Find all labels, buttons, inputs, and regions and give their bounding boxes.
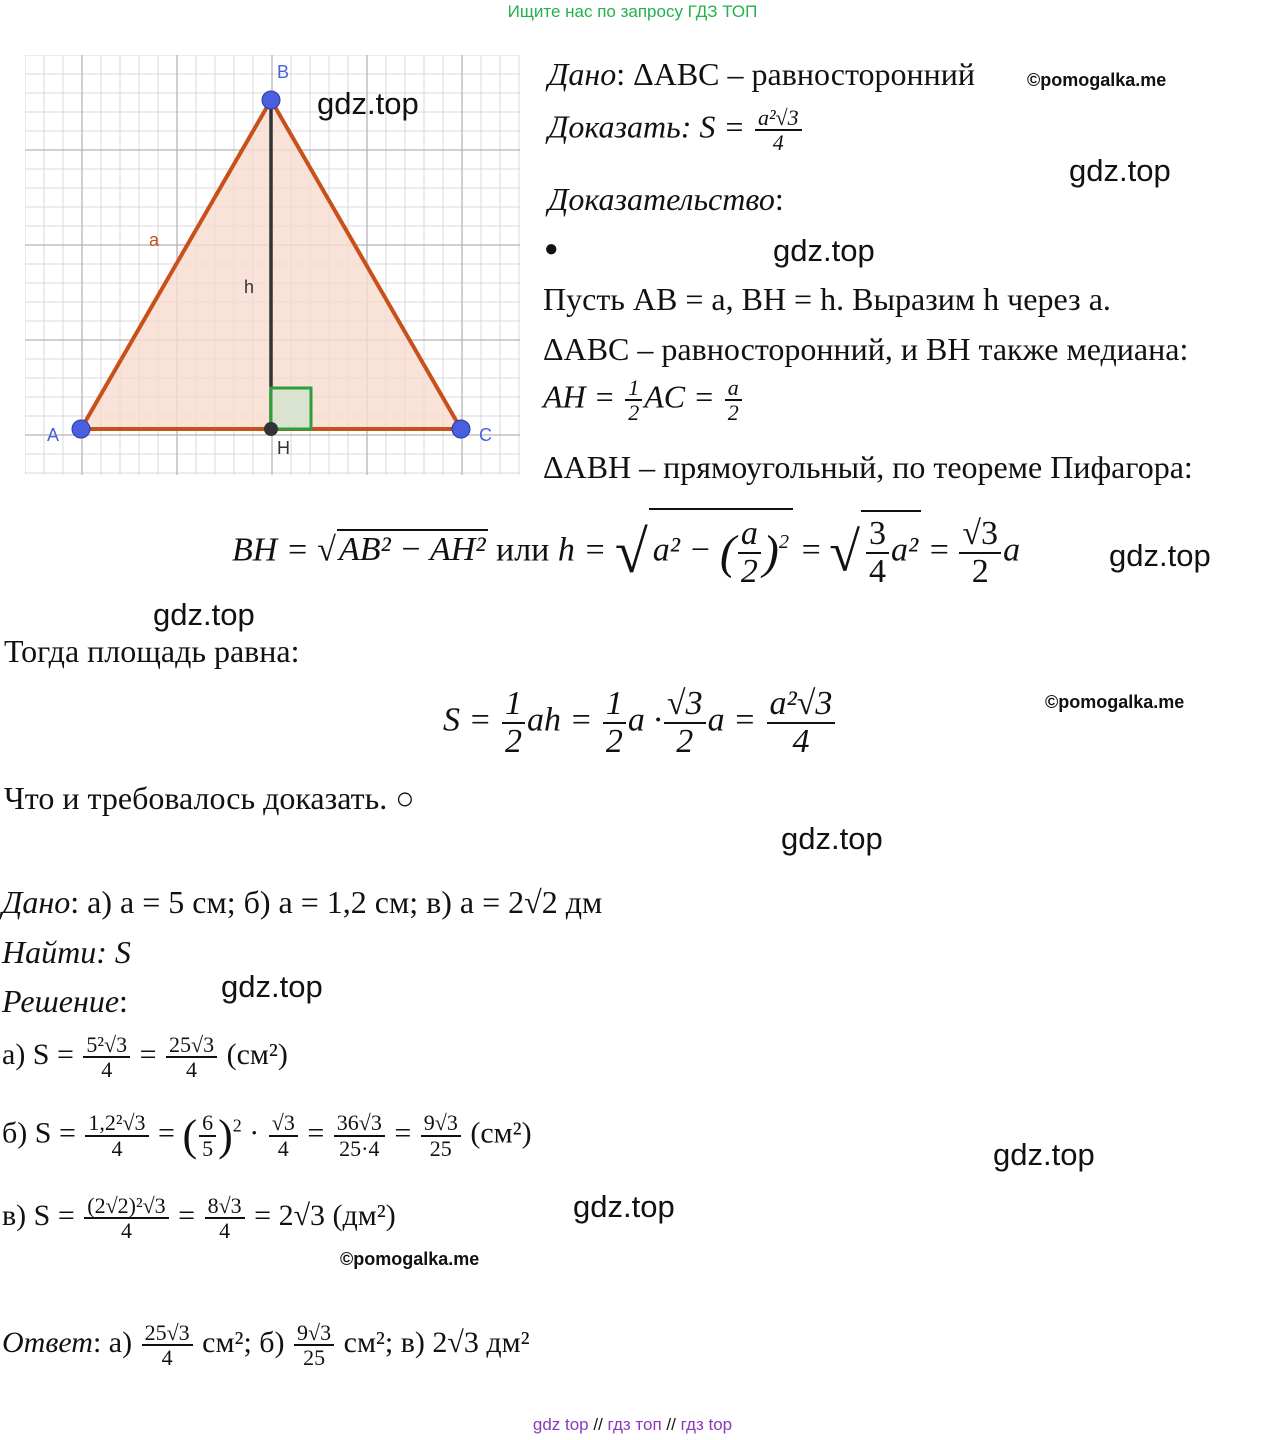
then-line: Тогда площадь равна:: [4, 633, 300, 669]
watermark-gdz: gdz.top: [781, 821, 883, 856]
area-formula: S = $\frac{1}{2}$ ah = $\frac{1}{2}$ a · $\frac{√3}{2}$ a = $\frac{\text{a²√3}}{4}$: [443, 686, 837, 759]
label-h: H: [277, 438, 290, 458]
point-a: [72, 420, 90, 438]
label-side-a: a: [149, 230, 160, 250]
point-b: [262, 91, 280, 109]
label-height-h: h: [244, 277, 255, 297]
footer-separator: //: [661, 1415, 681, 1434]
point-h: [264, 422, 278, 436]
label-c: C: [479, 425, 492, 445]
bh-formula: BH = √AB² − AH² или h = √ a² − ( $\frac{a}{2}$ )$^2$ = √ $\frac{3}{4}$ a² = $\frac{√3}{2}$ a: [232, 508, 1020, 595]
task-solution: Решение:: [2, 983, 128, 1019]
bullet: ●: [544, 236, 559, 262]
footer-separator: //: [588, 1415, 608, 1434]
solution-a: а) S = $\frac{\text{5²√3}}{4}$ = $\frac{25√3}{4}$ (см²): [2, 1032, 288, 1083]
watermark-pomogalka: ©pomogalka.me: [1045, 692, 1185, 712]
watermark-gdz: gdz.top: [317, 86, 419, 121]
qed-line: Что и требовалось доказать. ○: [4, 780, 415, 816]
watermark-gdz: gdz.top: [1109, 538, 1211, 573]
watermark-gdz: gdz.top: [573, 1189, 675, 1224]
watermark-gdz: gdz.top: [153, 597, 255, 632]
task-find: Найти: S: [2, 934, 131, 970]
task-given: Дано: а) a = 5 см; б) a = 1,2 см; в) a = 2√2 дм: [2, 884, 603, 920]
proof-let-line: Пусть AB = a, BH = h. Выразим h через a.: [543, 281, 1111, 317]
proof-given: Дано: ΔABC – равносторонний: [548, 56, 975, 92]
footer-links: [0, 1415, 1265, 1435]
right-angle-mark: [271, 388, 311, 429]
proof-prove: Доказать: S = $\frac{\text{a²√3}}{4}$: [548, 106, 804, 154]
label-b: B: [277, 62, 290, 82]
solution-b: б) S = $\frac{\text{1,2²√3}}{4}$ = ( $\frac{6}{5}$ )$^2$ · $\frac{√3}{4}$ = $\frac{36√3}{25\cdot 4}$ = $\frac{9√3}{25}$ (см²): [2, 1110, 532, 1161]
footer-link-2[interactable]: гдз топ: [607, 1415, 662, 1434]
proof-median-line: ΔABC – равносторонний, и BH также медиана:: [543, 331, 1189, 367]
watermark-gdz: gdz.top: [221, 969, 323, 1004]
proof-pyth-line: ΔABH – прямоугольный, по теореме Пифагора:: [543, 449, 1193, 485]
solution-c: в) S = $\frac{\text{(2√2)²√3}}{4}$ = $\frac{8√3}{4}$ = 2√3 (дм²): [2, 1193, 396, 1244]
answer-line: Ответ: а) $\frac{25√3}{4}$ см²; б) $\frac{9√3}{25}$ см²; в) 2√3 дм²: [2, 1320, 530, 1371]
watermark-gdz: gdz.top: [773, 233, 875, 268]
triangle-figure: [25, 55, 520, 475]
watermark-gdz: gdz.top: [993, 1137, 1095, 1172]
proof-heading: Доказательство:: [548, 181, 784, 217]
point-c: [452, 420, 470, 438]
proof-ah-line: AH = $\frac{1}{2}$ AC = $\frac{a}{2}$: [543, 376, 744, 424]
footer-link-1[interactable]: gdz top: [532, 1415, 589, 1434]
footer-link-3[interactable]: гдз top: [680, 1415, 733, 1434]
header-link[interactable]: Ищите нас по запросу ГДЗ ТОП: [507, 2, 758, 21]
label-a: A: [47, 425, 60, 445]
watermark-pomogalka: ©pomogalka.me: [1027, 70, 1167, 90]
watermark-pomogalka: ©pomogalka.me: [340, 1249, 480, 1269]
watermark-gdz: gdz.top: [1069, 153, 1171, 188]
